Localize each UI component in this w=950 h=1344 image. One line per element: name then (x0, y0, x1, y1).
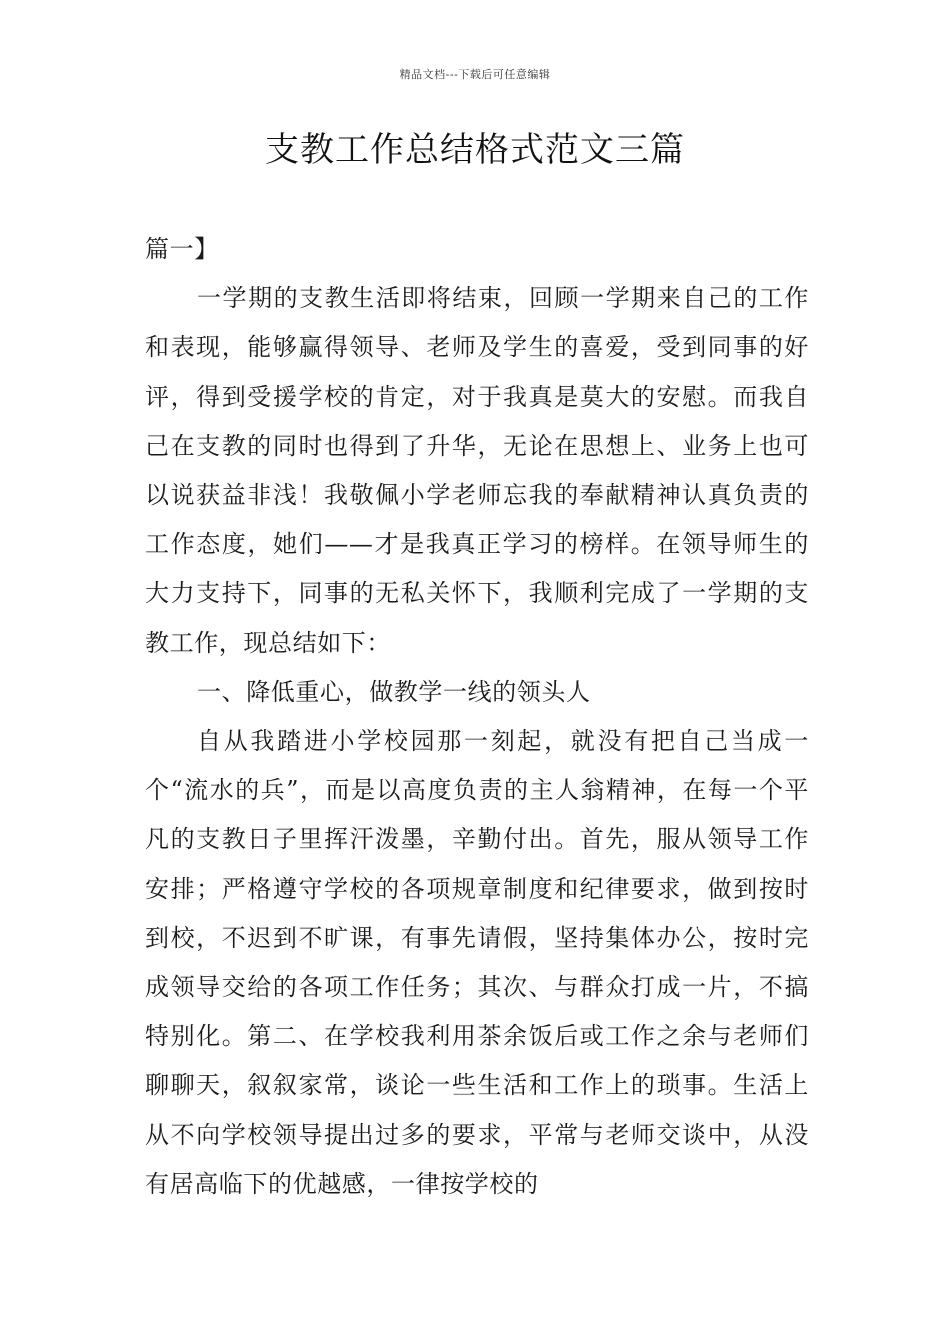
header-note: 精品文档---下载后可任意编辑 (399, 68, 551, 81)
section-label: 篇一】 (145, 235, 219, 263)
section-heading: 一、降低重心，做教学一线的领头人 (197, 677, 591, 706)
document-title: 支教工作总结格式范文三篇 (265, 130, 685, 170)
body-paragraph: 一学期的支教生活即将结束，回顾一学期来自己的工作和表现，能够赢得领导、老师及学生的喜爱，受到同事的好评，得到受援学校的肯定，对于我真是莫大的安慰。而我自己在支教的同时也得到了升华，无论在思想上、业务上也可以说获益非浅！我敬佩小学老师忘我的奉献精神认真负责的工作态度，她们——才是我真正学习的榜样。在领导师生的大力支持下，同事的无私关怀下，我顺利完成了一学期的支教工作，现总结如下： (145, 284, 809, 657)
body-paragraph: 自从我踏进小学校园那一刻起，就没有把自己当成一个“流水的兵”，而是以高度负责的主人翁精神，在每一个平凡的支教日子里挥汗泼墨，辛勤付出。首先，服从领导工作安排；严格遵守学校的各项规章制度和纪律要求，做到按时到校，不迟到不旷课，有事先请假，坚持集体办公，按时完成领导交给的各项工作任务；其次、与群众打成一片，不搞特别化。第二、在学校我利用茶余饭后或工作之余与老师们聊聊天，叙叙家常，谈论一些生活和工作上的琐事。生活上从不向学校领导提出过多的要求，平常与老师交谈中，从没有居高临下的优越感，一律按学校的 (145, 727, 809, 1198)
document-body (145, 225, 809, 1209)
